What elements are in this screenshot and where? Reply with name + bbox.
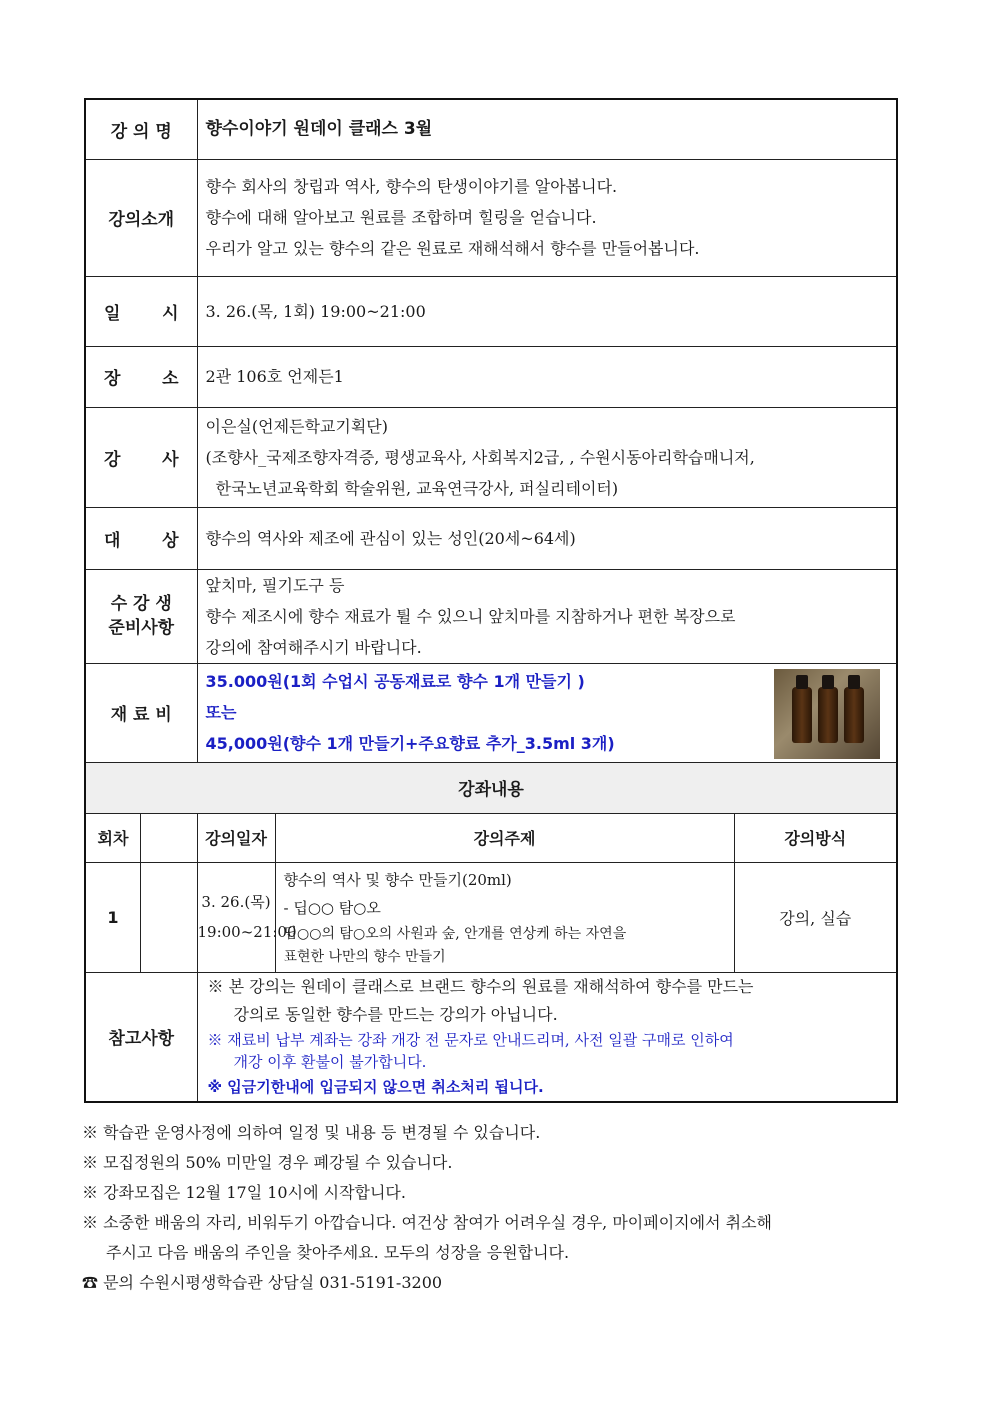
- instructor-credentials: (조향사_국제조향자격증, 평생교육사, 사회복지2급, , 수원시동아리학습매니저,: [205, 447, 755, 467]
- topic-line: - 딥○○ 탐○오: [283, 899, 381, 917]
- session-number: 1: [86, 863, 141, 972]
- content-headers-left: [85, 813, 197, 862]
- prep-line: 향수 제조시에 향수 재료가 튈 수 있으니 앞치마를 지참하거나 편한 복장으로: [205, 606, 736, 626]
- topic-line: 표현한 나만의 향수 만들기: [283, 949, 446, 965]
- fee-or: 또는: [205, 702, 237, 722]
- label-instructor: 강 사: [85, 407, 197, 507]
- intro-line: 향수 회사의 창립과 역사, 향수의 탄생이야기를 알아봅니다.: [205, 177, 618, 196]
- footer-notes: [82, 1118, 922, 1298]
- topic-cell: [275, 862, 734, 972]
- row-date: [85, 276, 897, 346]
- footer-line: 주시고 다음 배움의 주인을 찾아주세요. 모두의 성장을 응원합니다.: [106, 1243, 570, 1262]
- instructor-name: 이은실(언제든학교기획단): [205, 416, 389, 436]
- fee-option-2: 45,000원(향수 1개 만들기+주요향료 추가_3.5ml 3개): [205, 733, 615, 753]
- note-line: ※ 재료비 납부 계좌는 강좌 개강 전 문자로 안내드리며, 사전 일괄 구매로 인하여: [207, 1030, 734, 1049]
- course-title: 향수이야기 원데이 클래스 3월: [197, 99, 897, 159]
- footer-line: ※ 강좌모집은 12월 17일 10시에 시작합니다.: [82, 1183, 406, 1202]
- row-place: [85, 346, 897, 407]
- intro-line: 우리가 알고 있는 향수의 같은 원료로 재해석해서 향수를 만들어봅니다.: [205, 239, 700, 258]
- session-time: 19:00~21:00: [197, 923, 297, 941]
- row-target: [85, 507, 897, 569]
- preparation-text: [197, 569, 897, 663]
- row-content-title: [85, 762, 897, 813]
- header-session: 회차: [86, 814, 141, 862]
- course-info-sheet: [84, 98, 896, 1103]
- course-info-table: [84, 98, 898, 1103]
- label-date: 일 시: [85, 276, 197, 346]
- row-content-headers: [85, 813, 897, 862]
- target-value: 향수의 역사와 제조에 관심이 있는 성인(20세~64세): [197, 507, 897, 569]
- footer-line: ※ 모집정원의 50% 미만일 경우 폐강될 수 있습니다.: [82, 1153, 453, 1172]
- prep-line: 앞치마, 필기도구 등: [205, 575, 345, 595]
- row-instructor: [85, 407, 897, 507]
- note-line: ※ 입금기한내에 입금되지 않으면 취소처리 됩니다.: [207, 1077, 544, 1096]
- perfume-bottles-photo: [774, 669, 880, 759]
- prep-line: 강의에 참여해주시기 바랍니다.: [205, 637, 422, 657]
- footer-line: ※ 학습관 운영사정에 의하여 일정 및 내용 등 변경될 수 있습니다.: [82, 1123, 541, 1142]
- notes-cell: [197, 972, 897, 1102]
- instructor-info: [197, 407, 897, 507]
- label-intro: 강의소개: [85, 159, 197, 276]
- topic-line: 향수의 역사 및 향수 만들기(20ml): [283, 871, 512, 889]
- label-target: 대 상: [85, 507, 197, 569]
- contact-line: ☎ 문의 수원시평생학습관 상담실 031-5191-3200: [82, 1273, 443, 1292]
- fee-option-1: 35.000원(1회 수업시 공동재료로 향수 1개 만들기 ): [205, 671, 585, 691]
- header-date: 강의일자: [197, 813, 275, 862]
- table-row: [85, 862, 897, 972]
- fee-cell: [197, 663, 897, 762]
- method-cell: 강의, 실습: [734, 862, 897, 972]
- row-notes: [85, 972, 897, 1102]
- footer-line: ※ 소중한 배움의 자리, 비워두기 아깝습니다. 여건상 참여가 어려우실 경우, 마이페이지에서 취소해: [82, 1213, 772, 1232]
- place-value: 2관 106호 언제든1: [197, 346, 897, 407]
- label-preparation: 수 강 생 준비사항: [85, 569, 197, 663]
- label-course-title: 강 의 명: [85, 99, 197, 159]
- label-fee: 재 료 비: [85, 663, 197, 762]
- note-line: 강의로 동일한 향수를 만드는 강의가 아닙니다.: [233, 1004, 558, 1024]
- row-course-title: [85, 99, 897, 159]
- label-notes: 참고사항: [85, 972, 197, 1102]
- header-topic: 강의주제: [275, 813, 734, 862]
- label-place: 장 소: [85, 346, 197, 407]
- note-line: 개강 이후 환불이 불가합니다.: [233, 1052, 427, 1071]
- session-cell: [85, 862, 197, 972]
- header-method: 강의방식: [734, 813, 897, 862]
- intro-line: 향수에 대해 알아보고 원료를 조합하며 힐링을 얻습니다.: [205, 208, 597, 227]
- intro-text: [197, 159, 897, 276]
- row-preparation: [85, 569, 897, 663]
- row-fee: [85, 663, 897, 762]
- date-value: 3. 26.(목, 1회) 19:00~21:00: [197, 276, 897, 346]
- row-intro: [85, 159, 897, 276]
- date-cell: [197, 862, 297, 972]
- session-date: 3. 26.(목): [201, 893, 271, 911]
- note-line: ※ 본 강의는 원데이 클래스로 브랜드 향수의 원료를 재해석하여 향수를 만드는: [207, 976, 754, 996]
- section-title: 강좌내용: [85, 762, 897, 813]
- instructor-credentials: 한국노년교육학회 학술위원, 교육연극강사, 퍼실리테이터): [215, 478, 619, 498]
- topic-line: 딥○○의 탐○오의 사원과 숲, 안개를 연상케 하는 자연을: [283, 926, 627, 942]
